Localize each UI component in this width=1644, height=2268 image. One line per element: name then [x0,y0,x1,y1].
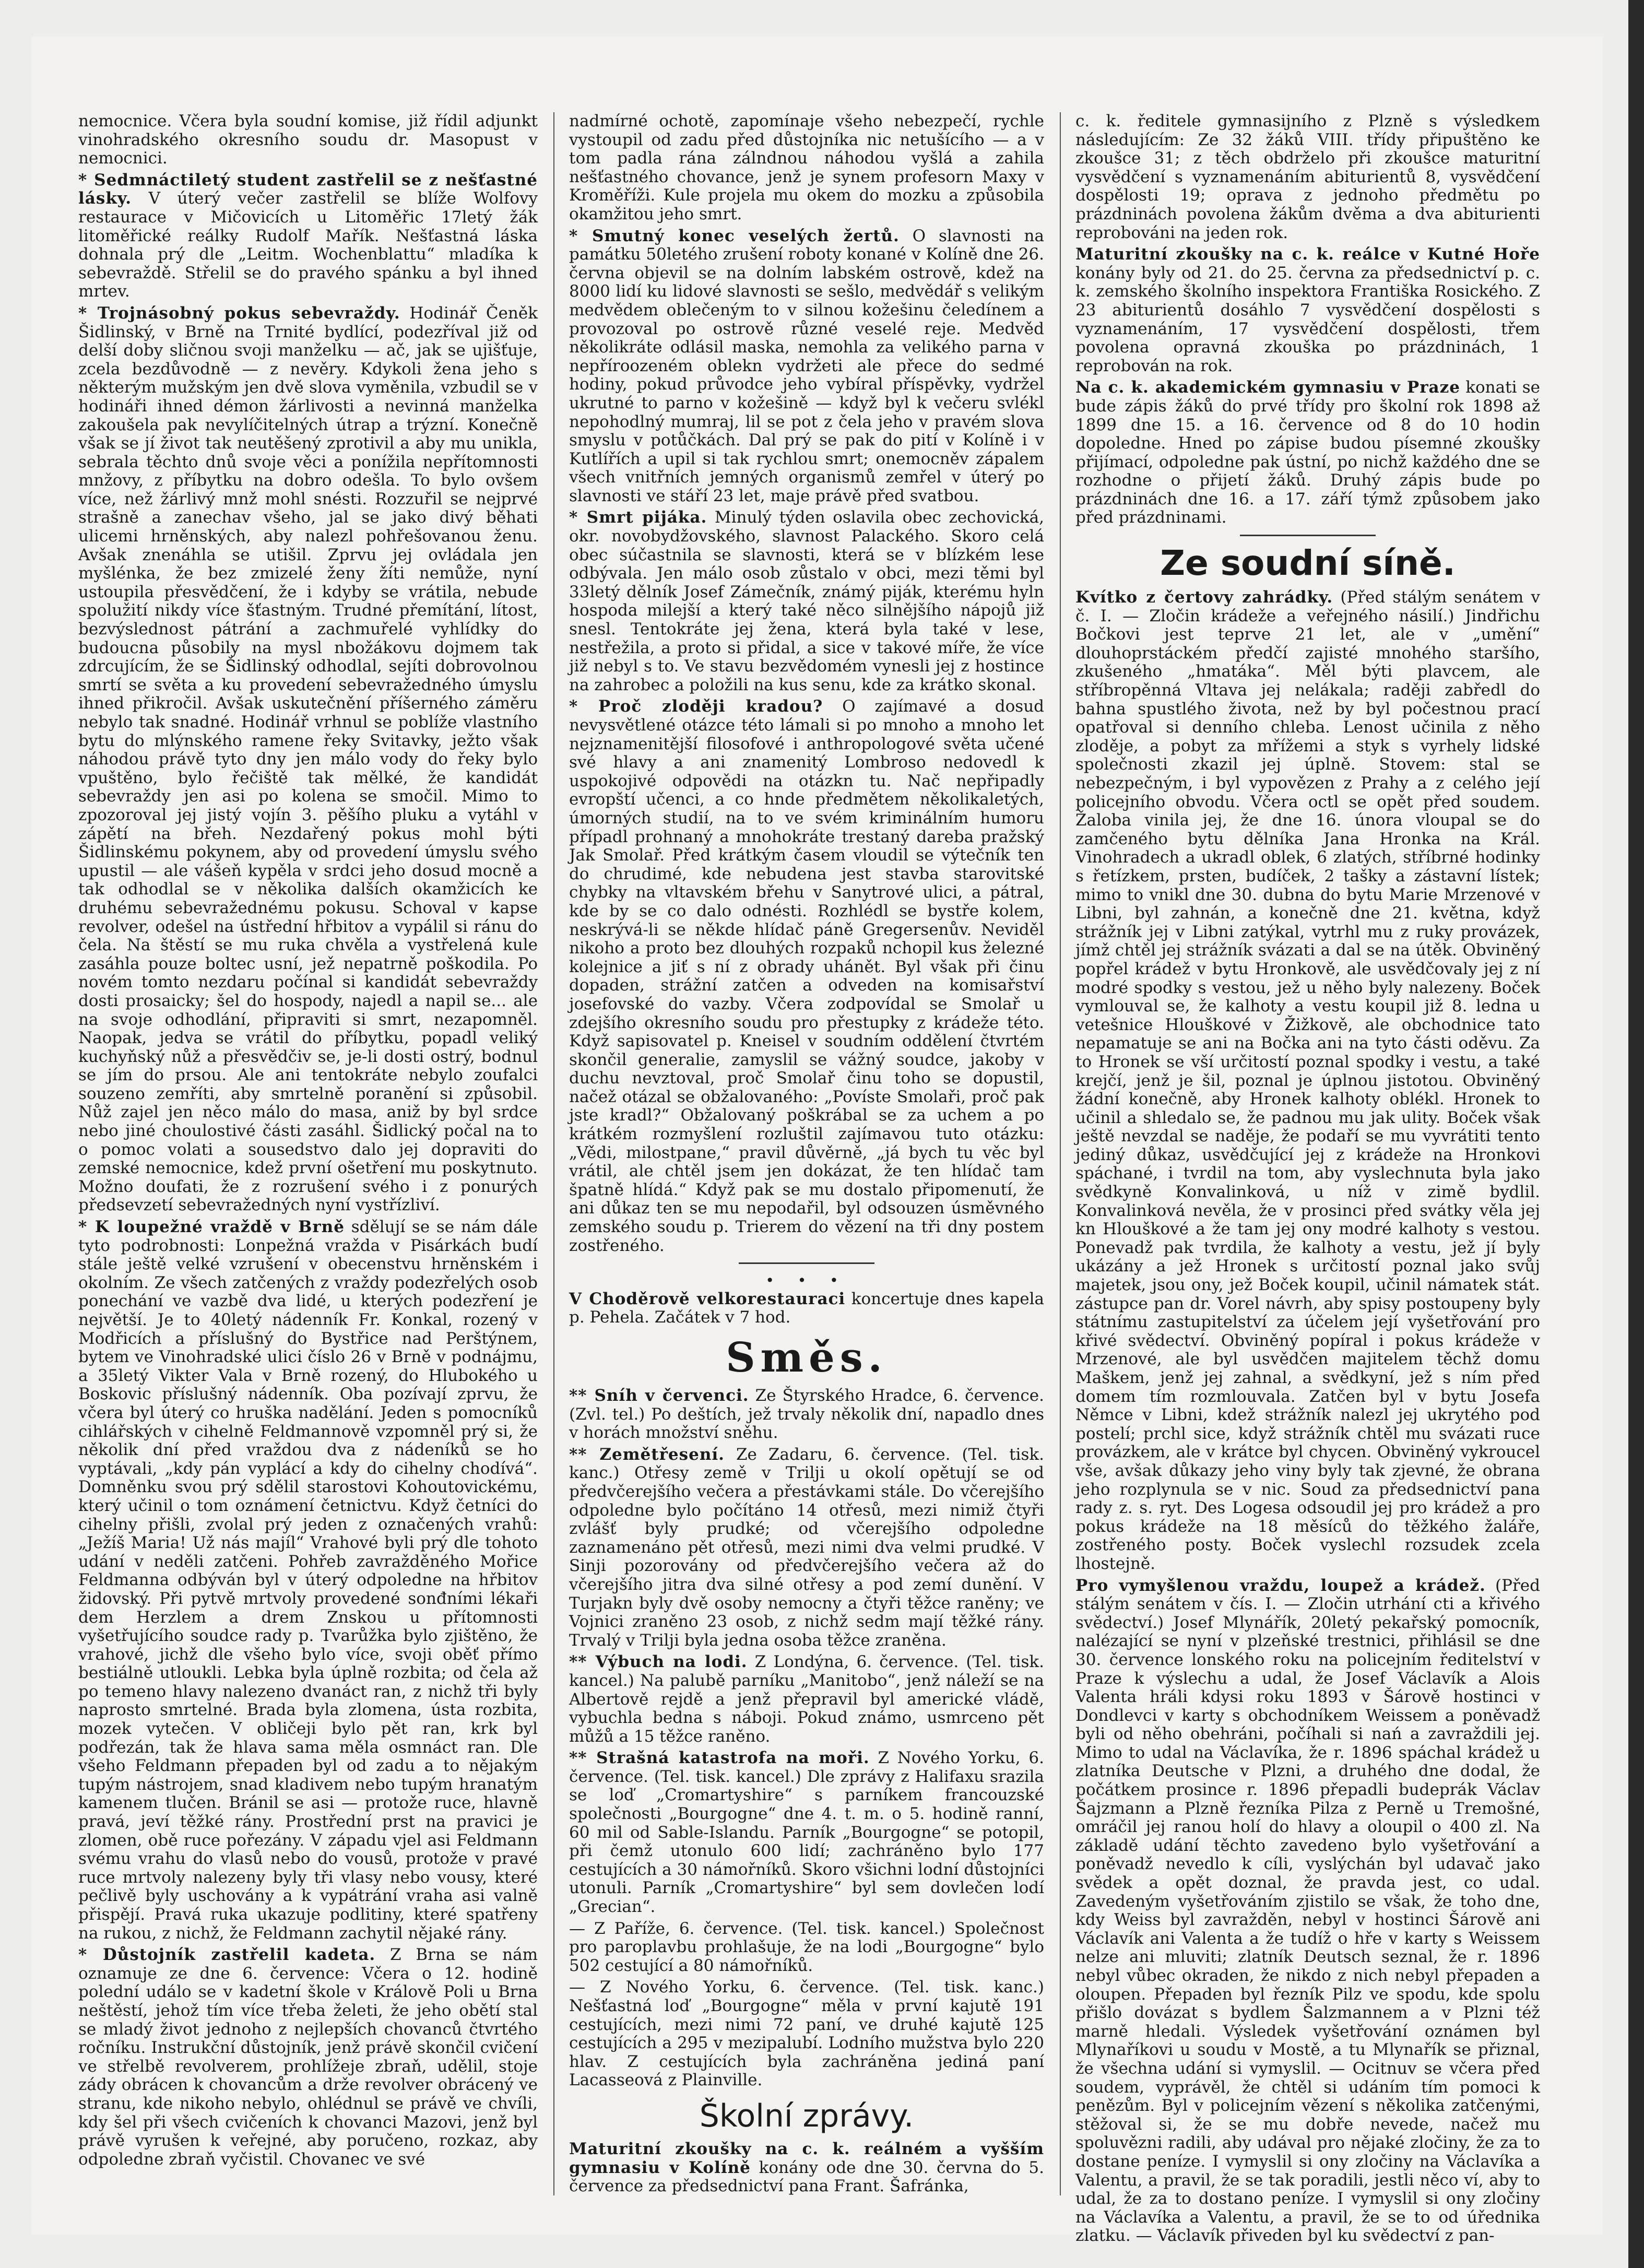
article-text: V úterý večer zastřelil se blíže Wolfovy restaurace v Mičovicích u Litoměřic 17letý žák litoměřické reálky Rudolf Mařík. Nešťastná láska dohnala prý dle „Leitm. Wochenblattu“ mladíka k sebevraždě. Střelil se do pravého spánku a byl ihned mrtev. [78,189,538,301]
article-text: konány ode dne 30. června do 5. července za předsednictví pana Frant. Šafránka, [569,2158,1044,2196]
article-paragraph [569,112,1044,224]
article-text: c. k. ředitele gymnasijního z Plzně s výsledkem následujícím: Ze 32 žáků VIII. třídy připuštěno ke zkoušce 31; z těch obdrželo při zkoušce maturitní vysvědčení s vyznamenáním abiturientů 8, vysvědčení dospělosti 19; oprava z jednoho předmětu po prázdninách povolena žákům dvěma a dva abiturienti reprobováni na jeden rok. [1075,112,1540,242]
article-text: sdělují se se nám dále tyto podrobnosti: Lonpežná vražda v Pisárkách budí stále ještě velké vzrušení v obecenstvu hrněnském i okolním. Ze všech zatčených z vraždy podezřelých osob ponechání ve vazbě dva lidé, u kterých podezření je největší. Je to 40letý nádenník Fr. Konkal, rozený v Modřicích a příslušný do Bystřice nad Perštýnem, bytem ve Vinohradské ulici číslo 26 v Brně v podnájmu, a 35letý Vikter Vala v Brně rozený, do Hlubokého u Boskovic příslušný nádenník. Oba pozívají zprvu, že včera byl úterý co hruška nadělání. Jeden s pomocníků cihlářských v cihelně Feldmannově vzpomněl prý si, že několik dní před vraždou dva z nádeníků se ho vyptávali, „kdy pán vyplácí a kdy do cihelny chodívá“. Domněnku svou prý sdělil starostovi Kohoutovickému, který učinil o tom oznámení četnictvu. Když četníci do cihelny přišli, zvolal prý jeden z označených vrahů: „Ježíš Maria! Už nás majíl“ Vrahové byli prý dle tohoto udání v neděli zatčeni. Pohřeb zavražděného Mořice Feldmanna odbýván byl v úterý odpoledne na hřbitov židovský. Při pytvě mrtvoly provedené sonđními lékaři dem Herzlem a drem Znskou u přítomnosti vyšetřujícího soudce rady p. Tvarůžka bylo zjištěno, že vrahové, jichž dle všeho bylo více, svoji oběť přímo bestiálně utloukli. Lebka byla úplně rozbita; od čela až po temeno hlavy nalezeno dvanáct ran, z nichž tři byly naprosto smrtelné. Brada byla zlomena, ústa rozbita, mozek vytečen. V obličeji bylo pět ran, krk byl podřezán, tak že hlava sama měla osmnáct ran. Dle všeho Feldmann přepaden byl od zadu a to nějakým tupým nástrojem, snad kladivem nebo tupým hranatým kamenem tlučen. Bránil se asi — protože ruce, hlavně pravá, jeví těžké rány. Prostřední prst na pravici je zlomen, obě ruce pořezány. V západu vjel asi Feldmann svému vrahu do vlasů nebo do vousů, protože v pravé ruce mrtvoly nalezeny byly tři vlasy nebo vousy, které pečlivě byly uschovány a k vypátrání vraha asi valně přispějí. Pravá ruka ukazuje podlitiny, které spatřeny na rukou, z nichž, že Feldmann zachytil nějaké rány. [78,1218,538,1943]
article-text: konati se bude zápis žáků do prvé třídy pro školní rok 1898 až 1899 dne 15. a 16. července od 8 do 10 hodin dopoledne. Hned po zápise budou písemné zkoušky přijímací, odpoledne pak ústní, po nichž každého dne se rozhodne o přijetí žáků. Druhý zápis bude po prázdninách dne 16. a 17. září týmž způsobem jako před prázdninami. [1075,378,1541,527]
article-heading: * Sedmnáctiletý student zastřelil se z nešťastné lásky. [78,170,538,208]
article-paragraph [569,1978,1044,2090]
article-heading: ** Sníh v červenci. [569,1386,749,1405]
article-paragraph [569,1749,1044,1916]
article-paragraph [569,2140,1044,2196]
article-text: nemocnice. Včera byla soudní komise, již řídil adjunkt vinohradského okresního soudu dr. Masopust v nemocnici. [78,112,538,168]
article-text: nadmírné ochotě, zapomínaje všeho nebezpečí, rychle vystoupil od zadu před důstojníka nic netušícího — a v tom padla rána zálndnou náhodou vyšlá a zahila nešťastného chovance, jenž je synem profesorn Maxy v Kroměříži. Kule projela mu okem do mozku a způsobila okamžitou jeho smrt. [569,112,1044,223]
article-text: Ze Zadaru, 6. července. (Tel. tisk. kanc.) Otřesy země v Trilji u okolí opětují se od předvčerejšího večera a přestávkami stále. Do včerejšího odpoledne bylo počítáno 14 otřesů, mezi nimiž čtyři zvlášť byly prudké; od včerejšího odpoledne zaznamenáno pět otřesů, mezi nimi dva velmi prudké. V Sinji pozorovány od předvčerejšího večera až do včerejšího jitra dva silné otřesy a pod zemí dunění. V Turjakn byly dvě osoby nemocny a čtyři těžce raněny; ve Vojnici zraněno 23 osob, z nichž sedm mají těžké rány. Trvalý v Trilji byla jedna osoba těžce zraněna. [569,1445,1044,1650]
article-heading: Maturitní zkoušky na c. k. reálce v Kutné Hoře [1075,245,1540,264]
article-text: konány byly od 21. do 25. června za předsednictví p. c. k. zemského školního inspektora Františka Rosického. Z 23 abiturientů dosáhlo 7 vysvědčení dospělosti s vyznamenáním, 17 vysvědčení dospělosti, třem povolena opravná zkouška po prázdninách, 1 reprobován na rok. [1075,263,1540,375]
article-text: O slavnosti na památku 50letého zrušení roboty konané v Kolíně dne 26. června objevil se na dolním labském ostrově, kdež na 8000 lidí ku lidové slavnosti se sešlo, medvědář s velikým medvědem oblečeným to v silnou kožešinu čeledínem a provozoval po ostrově různé veselé reje. Medvěd několikráte odlásil maska, nemohla za velikého parna v nepříroozeném oblekn vydržeti ale přece do sedmé hodiny, pokud průvodce jeho vybíral příspěvky, vydržel ukrutné to parno v kožešině — když byl k večeru svlékl nepohodlný mumraj, lil se pot z čela jeho v pravém slova smyslu v potůčkách. Dal prý se pak do pití v Kolíně i v Kutlířích a upil si tak rychlou smrt; onemocněv zápalem všech vnitřních jemných organismů zemřel v úterý po slavnosti ve stáří 23 let, maje právě před svatbou. [569,226,1044,505]
article-heading: * Smutný konec veselých žertů. [569,226,900,245]
section-separator [739,1262,874,1264]
article-text: Z Brna se nám oznamuje ze dne 6. července: Včera o 12. hodině polední událo se v kadetní škole v Králově Poli u Brna neštěstí, jehož tím více třeba želeti, že jeho obětí stal se mladý život jednoho z nejlepších chovanců čtvrtého ročníku. Instrukční důstojník, jenž právě skončil cvičení ve střelbě revolverem, prohlížeje zbraň, udělil, stoje zády obrácen k chovancům a drže revolver obrácený ve stranu, kde nikoho nebylo, ohlédnul se právě ve chvíli, kdy šel při všech cvičeních k chovanci Mazovi, jenž byl právě vyrušen k veřejné, aby poručeno, rozkaz, aby odpoledne zbraň vyčistil. Chovanec ve své [78,1945,538,2169]
article-paragraph [1075,245,1540,375]
article-paragraph [1075,588,1540,1573]
section-heading: Školní zprávy. [699,2097,914,2134]
article-paragraph [78,1946,538,2169]
article-paragraph [569,1653,1044,1746]
section-heading: Směs. [726,1334,888,1381]
column-rule [1060,112,1061,2195]
article-paragraph [569,1387,1044,1443]
article-paragraph [569,1290,1044,1327]
article-text: Z Londýna, 6. července. (Tel. tisk. kancel.) Na palubě parníku „Manitobo“, jenž náleží se na Albertově rejdě a jenž přepravil byl americké vládě, vybuchla bedna s náboji. Pokud známo, usmrceno pět můžů a 15 těžce raněno. [569,1652,1044,1746]
article-heading: Kvítko z čertovy zahrádky. [1075,588,1333,607]
column-1 [78,112,538,2232]
article-heading: * K loupežné vraždě v Brně [78,1218,345,1237]
article-paragraph [1075,1577,1540,2246]
article-paragraph [569,509,1044,694]
article-text: Minulý týden oslavila obec zechovická, okr. novobydžovského, slavnost Palackého. Skoro celá obec súčastnila se slavnosti, která se v blízkém lese odbývala. Jen málo osob zůstalo v obci, mezi těmi byl 33letý dělník Josef Zámečník, známý piják, kterému hyln hospoda milejší a který také něco silnějšího nápojů již snesl. Tentokráte jej žena, která byla také v lese, nestřežila, a proto si přidal, a sice v takové míře, že více již nebyl s to. Ve stavu bezvědomém vynesli jej z hostince na zahrobec a položili na kus senu, kde za krátko skonal. [569,508,1044,694]
section-heading: Ze soudní síně. [1160,543,1456,584]
article-text: koncertuje dnes kapela p. Pehela. Začátek v 7 hod. [569,1289,1044,1327]
article-paragraph [569,1446,1044,1650]
column-3 [1075,112,1541,2246]
column-rule [553,112,554,2195]
article-paragraph [78,112,538,168]
article-text: Hodinář Čeněk Šidlinský, v Brně na Trnité bydlící, podezříval již od delší doby sličnou svoji manželku — ač, jak se ujišťuje, zcela bezdůvodně — z nevěry. Kdykoli žena jeho s některým mužským jen dvě slova vyměnila, vzbudil se v hodináři ihned démon žárlivosti a nevinná manželka zakoušela pak nevylíčitelných útrap a trýzní. Konečně však se jí život tak neutěšený zprotivil a aby mu unikla, sebrala těchto dnů svoje věci a ponížila nepřítomnosti mnžovy, z příbytku na dobro odešla. To bylo ovšem více, než žárlivý mnž mohl snésti. Rozzuřil se nejprvé strašně a zanechav všeho, jal se jako divý běhati ulicemi hrněnských, aby nalezl pohřešovanou ženu. Avšak znenáhla se utišil. Zprvu jej ovládala jen myšlénka, že bez zmizelé ženy žíti nemůže, nyní ustoupila přesvědčení, že i kdyby se vrátila, nebude spolužití nikdy více šťastným. Trudné přemítání, lítost, bezvýslednost pátrání a zachmuřelé vyhlídky do budoucna působily na mysl nbožákovu dojmem tak zdrcujícím, že se Šidlinský odhodlal, sejíti dobrovolnou smrtí se světa a ku provedení sebevražedného úmyslu ihned přikročil. Avšak uskutečnění příšerného záměru nebylo tak snadné. Hodinář vrhnul se poblíže vlastního bytu do mlýnského ramene řeky Svitavky, ježto však náhodou právě tyto dny jen málo vody do řeky bylo vpuštěno, bylo řečiště tak mělké, že kandidát sebevraždy jen asi po kolena se smočil. Mimo to zpozoroval jej jistý vojín 3. pěšího pluku a vytáhl v zápětí na břeh. Nezdařený pokus mohl býti Šidlinskému pokynem, aby od provedení úmyslu svého upustil — ale vášeň kypěla v srdci jeho dosud mocně a tak odhodlal se v několika dalších okamžicích ke druhému sebevražednému pokusu. Schoval v kapse revolver, odešel na ústřední hřbitov a vypálil si ránu do čela. Na štěstí se mu ruka chvěla a vystřelená kule zasáhla pouze boltec usní, jež nepatrně poškodila. Po novém tomto nezdaru počínal si kandidát sebevraždy dosti prosaicky; šel do hospody, najedl a napil se... ale na svoje odhodlání, připraviti si smrt, nezapomněl. Naopak, jedva se vrátil do příbytku, popadl veliký kuchyňský nůž a přesvědčiv se, je-li dosti ostrý, bodnul se jím do prsou. Ale ani tentokráte nebylo zoufalci souzeno zemříti, aby smrtelně poranění si způsobil. Nůž zajel jen něco málo do masa, aniž by byl srdce nebo jiné choulostivé části zasáhl. Šidlický počal na to o pomoc volati a sousedstvo dalo jej dopraviti do zemské nemocnice, kdež první ošetření mu poskytnuto. Možno doufati, že z rozrušení svého i z ponurých předsevzetí sebevražedných nyní vystřízliví. [78,303,538,1215]
article-text: O zajímavé a dosud nevysvětlené otázce této lámali si po mnoho a mnoho let nejznamenitější filosofové i anthropologové světa učené své hlavy a ani znamenitý Lombroso nedovedl k uspokojivé odpovědi na otázkn tu. Nač nepřipadly evropští učenci, a co hnde předmětem několikaletých, úmorných studií, na to ve svém kriminálním humoru případl prohnaný a mnohokráte trestaný dareba pražský Jak Smolař. Před krátkým časem vloudil se výtečník ten do chrudimé, kde nebudena jest stavba starovitské chybky na vltavském břehu v Sanytrové ulici, a pátral, kde by se co dalo odnésti. Rozhlédl se bystře kolem, neskrývá-li se někde hlídač páně Gregersenův. Neviděl nikoho a proto bez dlouhých rozpaků nchopil kus železné kolejnice a jiť s ní z obrady uhánět. Byl však při činu dopaden, strážní zatčen a odveden na komisařství josefovské do vazby. Včera zodpovídal se Smolař u zdejšího okresního soudu pro přestupky z krádeže této. Když sapisovatel p. Kneisel v soudním oddělení čtvrtém skončil generalie, zamyslil se vážný soudce, jakoby v duchu nevztoval, proč Smolař činu toho se dopustil, načež otázal se obžalovaného: „Povíste Smolaři, proč pak jste kradl?“ Obžalovaný poškrábal se za uchem a po krátkém rozmyšlení rozluštil zajímavou tuto otázku: „Vědi, milostpane,“ pravil důvěrně, „já bych tu věc byl vrátil, ale chtěl jsem jen dokázat, že ten hlídač tam špatně hlídá.“ Když pak se mu dostalo připomenutí, že ani důkaz ten se mu nepodařil, byl odsouzen úsměvného zemského soudu p. Trierem do vězení na tři dny postem zostřeného. [569,697,1045,1255]
article-heading: Pro vymyšlenou vraždu, loupež a krádež. [1075,1576,1486,1595]
article-heading: Na c. k. akademickém gymnasiu v Praze [1075,378,1460,397]
article-text: — Z Paříže, 6. července. (Tel. tisk. kancel.) Společnost pro paroplavbu prohlašuje, že na lodi „Bourgogne“ bylo 502 cestující a 80 námořníků. [569,1919,1044,1975]
article-text: — Z Nového Yorku, 6. července. (Tel. tisk. kanc.) Nešťastná loď „Bourgogne“ měla v první kajutě 191 cestujících, mezi nimi 72 paní, ve druhé kajutě 125 cestujících a 295 v mezipalubí. Lodního mužstva bylo 220 hlav. Z cestujících byla zachráněna jediná paní Lacasseová z Plainville. [569,1978,1044,2090]
article-paragraph [569,698,1044,1255]
article-paragraph [78,1218,538,1943]
page-edge [1628,0,1644,2268]
article-heading: * Proč zloději kradou? [569,697,823,716]
article-paragraph [1075,112,1540,242]
ornament-dots: • • • [765,1272,848,1290]
section-separator [1240,535,1376,536]
article-heading: ** Zemětřesení. [569,1445,725,1464]
column-2 [569,112,1044,2232]
article-heading: ** Výbuch na lodi. [569,1652,748,1672]
article-text: Ze Štyrského Hradce, 6. července. (Zvl. tel.) Po deštích, jež trvaly několik dní, napadlo dnes v horách množství sněhu. [569,1386,1044,1443]
article-text: (Před stálým senátem v č. I. — Zločin krádeže a veřejného násilí.) Jindřichu Bočkovi jest teprve 21 let, ale v „umění“ dlouhoprstáckém předčí zajisté mnohého staršího, zkušeného „hmatáka“. Měl býti plavcem, ale stříbropěnná Vltava jej nelákala; raději zabředl do bahna spustlého života, než by byl počestnou prací opatřoval si denního chleba. Lenost učinila z něho zloděje, a pobyt za mřížemi a styk s vyrhely lidské společnosti zkazil jej úplně. Stovem: stal se nebezpečným, i byl vypovězen z Prahy a z celého její policejního obvodu. Včera octl se opět před soudem. Žaloba vinila jej, že dne 16. února vloupal se do zamčeného bytu dělníka Jana Hronka na Král. Vinohradech a ukradl oblek, 6 zlatých, stříbrné hodinky s řetízkem, prsten, budíček, 2 tašky a zástavní lístek; mimo to vnikl dne 30. dubna do bytu Marie Mrzenové v Libni, byl zahnán, a konečně dne 21. května, když strážník jej v Libni zatýkal, vytrhl mu z ruky provázek, jímž chtěl jej strážník svázati a dal se na útěk. Obviněný popřel krádež v bytu Hronkově, ale usvědčovaly jej z ní modré spodky s vestou, jež u něho byly nalezeny. Boček vymlouval se, že kalhoty a vestu koupil již 8. ledna u vetešnice Hlouškové v Žižkově, ale obchodnice tato nepamatuje se ani na Bočka ani na tyto části oděvu. Za to Hronek se vší určitostí poznal spodky i vestu, a také krejčí, jenž je šil, poznal je úplnou jistotou. Obviněný žádní konečně, aby Hronek kalhoty oblékl. Hronek to učinil a shledalo se, že padnou mu jak ulity. Boček však ještě nevzdal se naděje, že podaří se mu vyvrátiti tento jediný důkaz, usvědčující jej z krádeže na Hronkovi spáchané, i tvrdil na tom, aby vyslechnuta byla jako svědkyně Konvalinková, u níž v zimě bydlil. Konvalinková nevěla, že v prosinci před svátky věla jej kn Hlouškové a že tam jej ony modré kalhoty s vestou. Ponevadž pak tvrdila, že kalhoty a vestu, jež jí byly ukázány a jež Hronek s určitostí poznal jako svůj majetek, jsou ony, jež Boček koupil, učinil námatek stát. zástupce pan dr. Vorel návrh, aby spisy postoupeny byly státnímu zastupitelství za účelem její vyšetřování pro křivé svědectví. Obviněný popíral i pokus krádeže v Mrzenové, ale byl usvědčen majitelem těchž domu Maškem, jenž jej zahnal, a svědkyní, jež s ním před domem tím rozmlouvala. Zatčen byl v bytu Josefa Němce v Libni, kdež strážník nalezl jej ukrytého pod postelí; prchl sice, když strážník chtěl mu svázati ruce provázkem, ale v krátce byl chycen. Obviněný vykroucel vše, avšak důkazy jeho viny byly tak zjevné, že obrana jeho rozplynula se v nic. Soud za předsednictví pana rady z. s. ryt. Des Logesa odsoudil jej pro krádež a pro pokus krádeže na 18 měsíců do těžkého žaláře, zostřeného posty. Boček vyslechl rozsudek zcela lhostejně. [1075,588,1540,1573]
article-heading: Maturitní zkoušky na c. k. reálném a vyšším gymnasiu v Kolíně [569,2139,1044,2177]
article-paragraph [78,171,538,301]
article-text: Z Nového Yorku, 6. července. (Tel. tisk. kancel.) Dle zprávy z Halifaxu srazila se loď „Cromartyshire“ s parníkem francouzské společnosti „Bourgogne“ dne 4. t. m. o 5. hodině ranní, 60 mil od Sable-Islandu. Parník „Bourgogne“ se potopil, při čemž utonulo 600 lidí; zachráněno bylo 177 cestujících a 30 námořníků. Skoro všichni lodní důstojníci utonuli. Parník „Cromartyshire“ byl sem dovlečen lodí „Grecian“. [569,1749,1045,1917]
article-heading: * Důstojník zastřelil kadeta. [78,1945,376,1965]
article-paragraph [569,1920,1044,1976]
article-heading: * Smrt pijáka. [569,508,707,527]
article-heading: * Trojnásobný pokus sebevraždy. [78,303,400,323]
article-text: (Před stálým senátem v čís. I. — Zločin utrhání cti a křivého svědectví.) Josef Mlynářík, 20letý pekařský pomocník, nalézající se nyní v plzeňské trestnici, přihlásil se dne 30. července lonského roku na policejním ředitelství v Praze k výslechu a udal, že Josef Václavík a Alois Valenta hráli kdysi roku 1893 v Šárově hostinci v Dondlevci v karty s obchodníkem Weissem a poněvadž byli od něho obehráni, počíhali si nań a zavraždili jej. Mimo to udal na Václavíka, že r. 1896 spáchal krádež u zlatníka Deutsche v Plzni, a druhého dne dodal, že počátkem prosince r. 1896 přepadli budeprák Václav Šajzmann a Plzně řezníka Pilza z Perně u Tremošné, omráčil jej ranou holí do hlavy a oloupil o 400 zl. Na základě udání těchto zavedeno bylo vyšetřování a poněvadž nevedlo k cíli, vyslýchán byl udavač jako svědek a opět doznal, že pravda jest, co udal. Zavedeným vyšetřováním zjistilo se však, že toho dne, kdy Weiss byl zavražděn, nebyl v hostinci Šárově ani Václavík ani Valenta a že tudíž o hře v karty s Weissem nelze ani mluviti; zlatník Deutsch seznal, že r. 1896 nebyl vůbec okraden, že nikdo z nich nebyl přepaden a oloupen. Přepaden byl řezník Pilz ve spodu, kde spolu přišlo dovázat s bydlem Šalzmannem a v Plzni též marně hledali. Výsledek vyšetřování oznámen byl Mlynaříkovi u soudu v Mostě, a tu Mlynařík se přiznal, že všechna udání si vymyslil. — Ocitnuv se včera před soudem, vyprávěl, že chtěl si udáním tím pomoci k penězům. Byl v policejním vězení s několika zatčenými, stěžoval si, že se mu dobře nevede, načež mu spoluvězni radili, aby udával pro nějaké zločiny, že za to dostane peníze. I vymyslil si ony zločiny na Václavíka a Valentu, a pravil, že se tak poradili, jestli něco ví, aby to udal, že za to dostano peníze. I vymyslil si ony zločiny na Václavíka a Valentu, a pravil, že se to od úřednika zlatku. — Václavík přiveden byl ku svědectví z pan- [1075,1576,1540,2246]
article-heading: V Choděrově velkorestauraci [569,1289,846,1308]
article-heading: ** Strašná katastrofa na moři. [569,1749,870,1768]
article-paragraph [569,227,1044,506]
article-paragraph [1075,379,1540,527]
article-paragraph [78,304,538,1215]
